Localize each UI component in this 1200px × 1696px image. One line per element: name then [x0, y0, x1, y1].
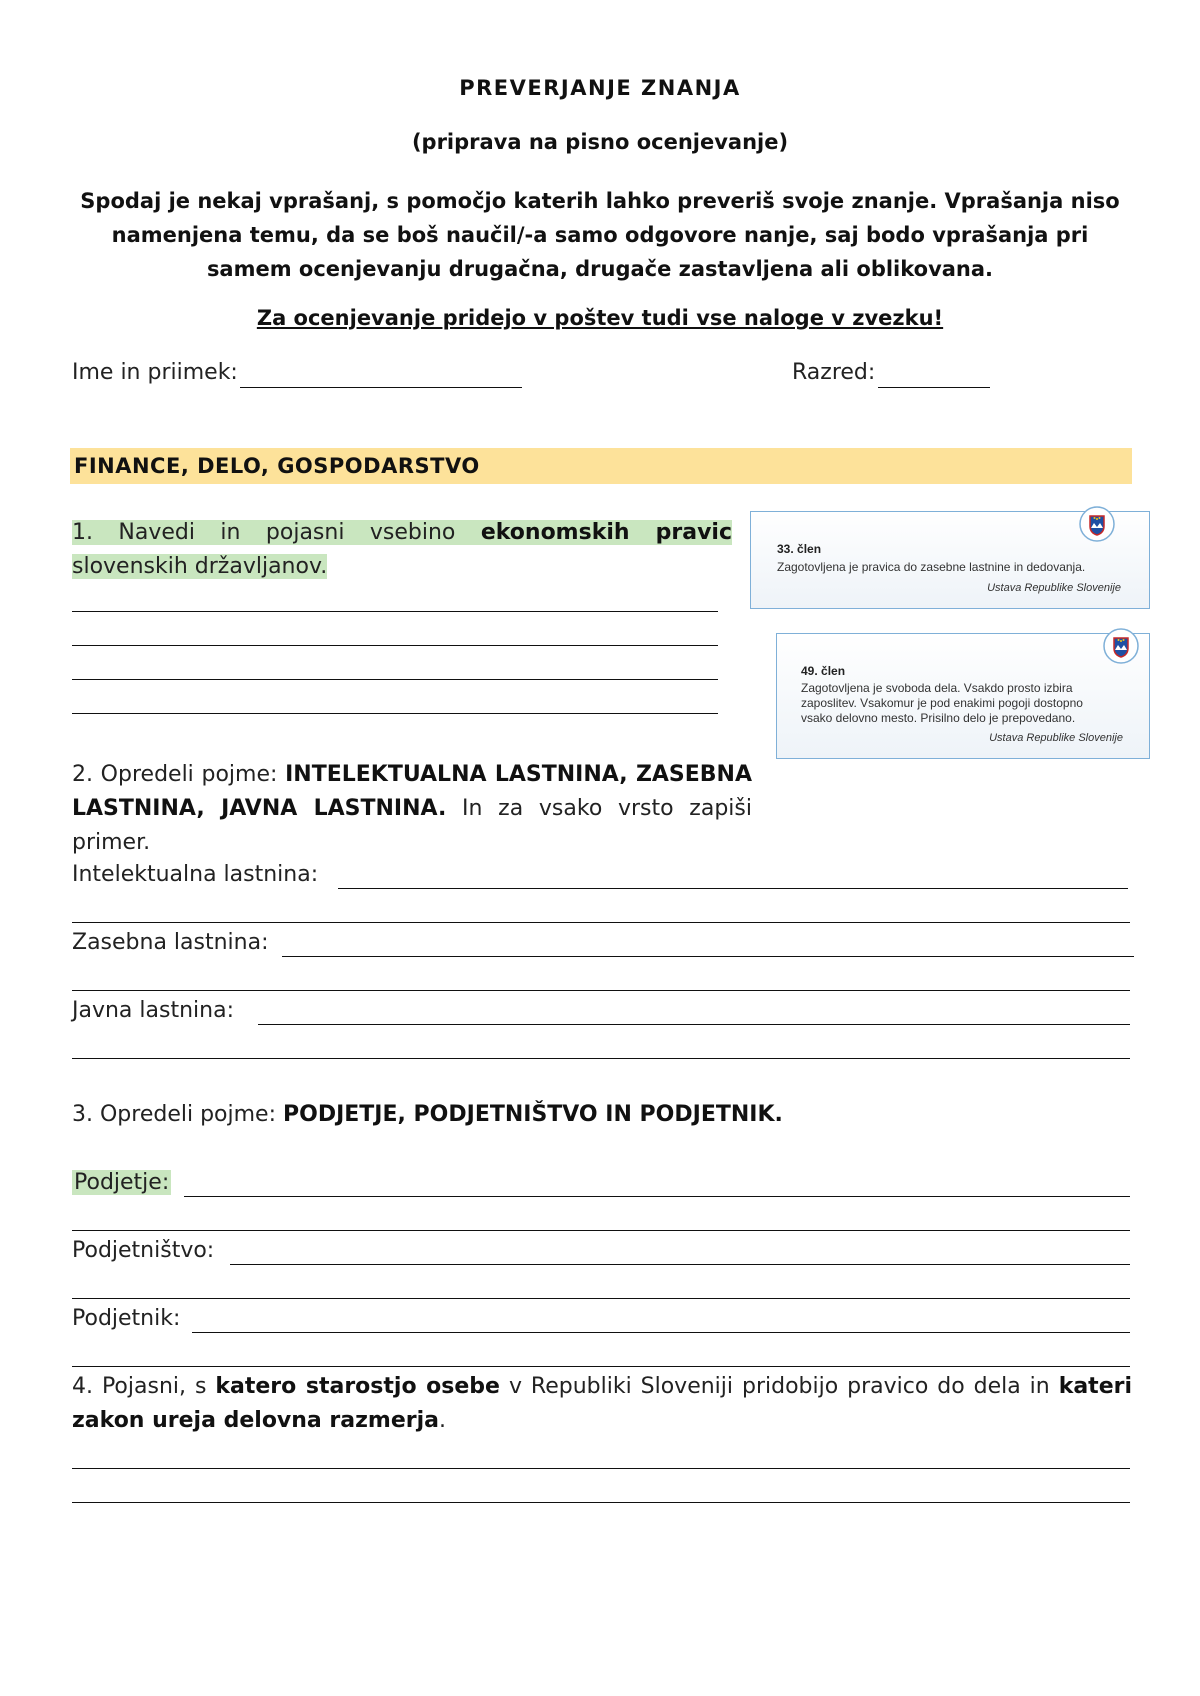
question-3 [72, 1102, 783, 1127]
answer-line[interactable] [72, 679, 718, 680]
question-4-text-end: . [439, 1408, 447, 1433]
answer-line[interactable] [258, 1024, 1130, 1025]
page-title: PREVERJANJE ZNANJA [459, 76, 741, 100]
answer-line[interactable] [72, 1058, 1130, 1059]
label-private-property: Zasebna lastnina: [72, 930, 269, 955]
question-2-text: 2. Opredeli pojme: [72, 762, 286, 787]
article-text: Zagotovljena je pravica do zasebne lastnine in dedovanja. [777, 560, 1086, 574]
class-input-line[interactable] [878, 387, 990, 388]
question-2-bold: INTELEKTUALNA LASTNINA, ZASEBNA LASTNINA, JAVNA LASTNINA. [72, 762, 752, 821]
answer-line[interactable] [184, 1196, 1130, 1197]
answer-line[interactable] [72, 922, 1130, 923]
answer-line[interactable] [72, 645, 718, 646]
question-1 [72, 516, 732, 584]
label-entrepreneur: Podjetnik: [72, 1306, 181, 1331]
question-4-bold-law: kateri zakon ureja delovna razmerja [72, 1374, 1133, 1433]
answer-line[interactable] [72, 713, 718, 714]
answer-line[interactable] [72, 1502, 1130, 1503]
section-heading: FINANCE, DELO, GOSPODARSTVO [70, 448, 1132, 484]
question-4-bold-age: katero starostjo osebe [215, 1374, 500, 1399]
question-4-text-mid: v Republiki Sloveniji pridobijo pravico do dela in [499, 1374, 1059, 1399]
class-label: Razred: [792, 360, 876, 385]
question-3-text: 3. Opredeli pojme: [72, 1102, 283, 1127]
question-2 [72, 758, 752, 860]
question-3-bold: PODJETJE, PODJETNIŠTVO IN PODJETNIK. [283, 1102, 783, 1127]
grading-note-text: Za ocenjevanje pridejo v poštev tudi vse naloge v zvezku! [256, 306, 944, 330]
label-public-property: Javna lastnina: [72, 998, 234, 1023]
answer-line[interactable] [230, 1264, 1130, 1265]
name-label: Ime in priimek: [72, 360, 238, 385]
article-number: 49. člen [801, 664, 846, 678]
answer-line[interactable] [72, 611, 718, 612]
question-1-text: 1. Navedi in pojasni vsebino [72, 520, 481, 545]
slovenia-coat-of-arms-icon [1103, 628, 1139, 664]
answer-line[interactable] [72, 990, 1130, 991]
answer-line[interactable] [282, 956, 1134, 957]
question-4 [72, 1370, 1132, 1438]
answer-line[interactable] [72, 1366, 1130, 1367]
label-intellectual-property: Intelektualna lastnina: [72, 862, 319, 887]
intro-text: Spodaj je nekaj vprašanj, s pomočjo katerih lahko preveriš svoje znanje. Vprašanja niso namenjena temu, da se boš naučil/-a samo odgovore nanje, saj bodo vprašanja pri samem ocenjevanju drugačna, drugače zastavljena ali oblikovana. [80, 189, 1120, 281]
answer-line[interactable] [192, 1332, 1130, 1333]
grading-note [0, 306, 1200, 330]
question-2-text-end: In za vsako vrsto zapiši primer. [72, 796, 752, 855]
label-entrepreneurship: Podjetništvo: [72, 1238, 215, 1263]
constitution-article-card-49 [776, 633, 1150, 759]
name-input-line[interactable] [240, 387, 522, 388]
page-subtitle: (priprava na pisno ocenjevanje) [411, 130, 789, 154]
answer-line[interactable] [338, 888, 1128, 889]
question-1-highlight [72, 520, 732, 579]
answer-line[interactable] [72, 1298, 1130, 1299]
answer-line[interactable] [72, 1468, 1130, 1469]
article-source: Ustava Republike Slovenije [989, 732, 1123, 744]
constitution-article-card-33 [750, 511, 1150, 609]
article-text: Zagotovljena je svoboda dela. Vsakdo prosto izbira zaposlitev. Vsakomur je pod enakimi pogoji dostopno vsako delovno mesto. Prisilno delo je prepovedano. [801, 681, 1083, 725]
slovenia-coat-of-arms-icon [1079, 506, 1115, 542]
article-source: Ustava Republike Slovenije [987, 582, 1121, 594]
label-company: Podjetje: [74, 1170, 170, 1195]
question-1-text-end: slovenskih državljanov. [72, 554, 328, 579]
answer-line[interactable] [72, 1230, 1130, 1231]
article-number: 33. člen [777, 542, 822, 556]
question-4-text: 4. Pojasni, s [72, 1374, 216, 1399]
question-1-bold: ekonomskih pravic [480, 520, 732, 545]
